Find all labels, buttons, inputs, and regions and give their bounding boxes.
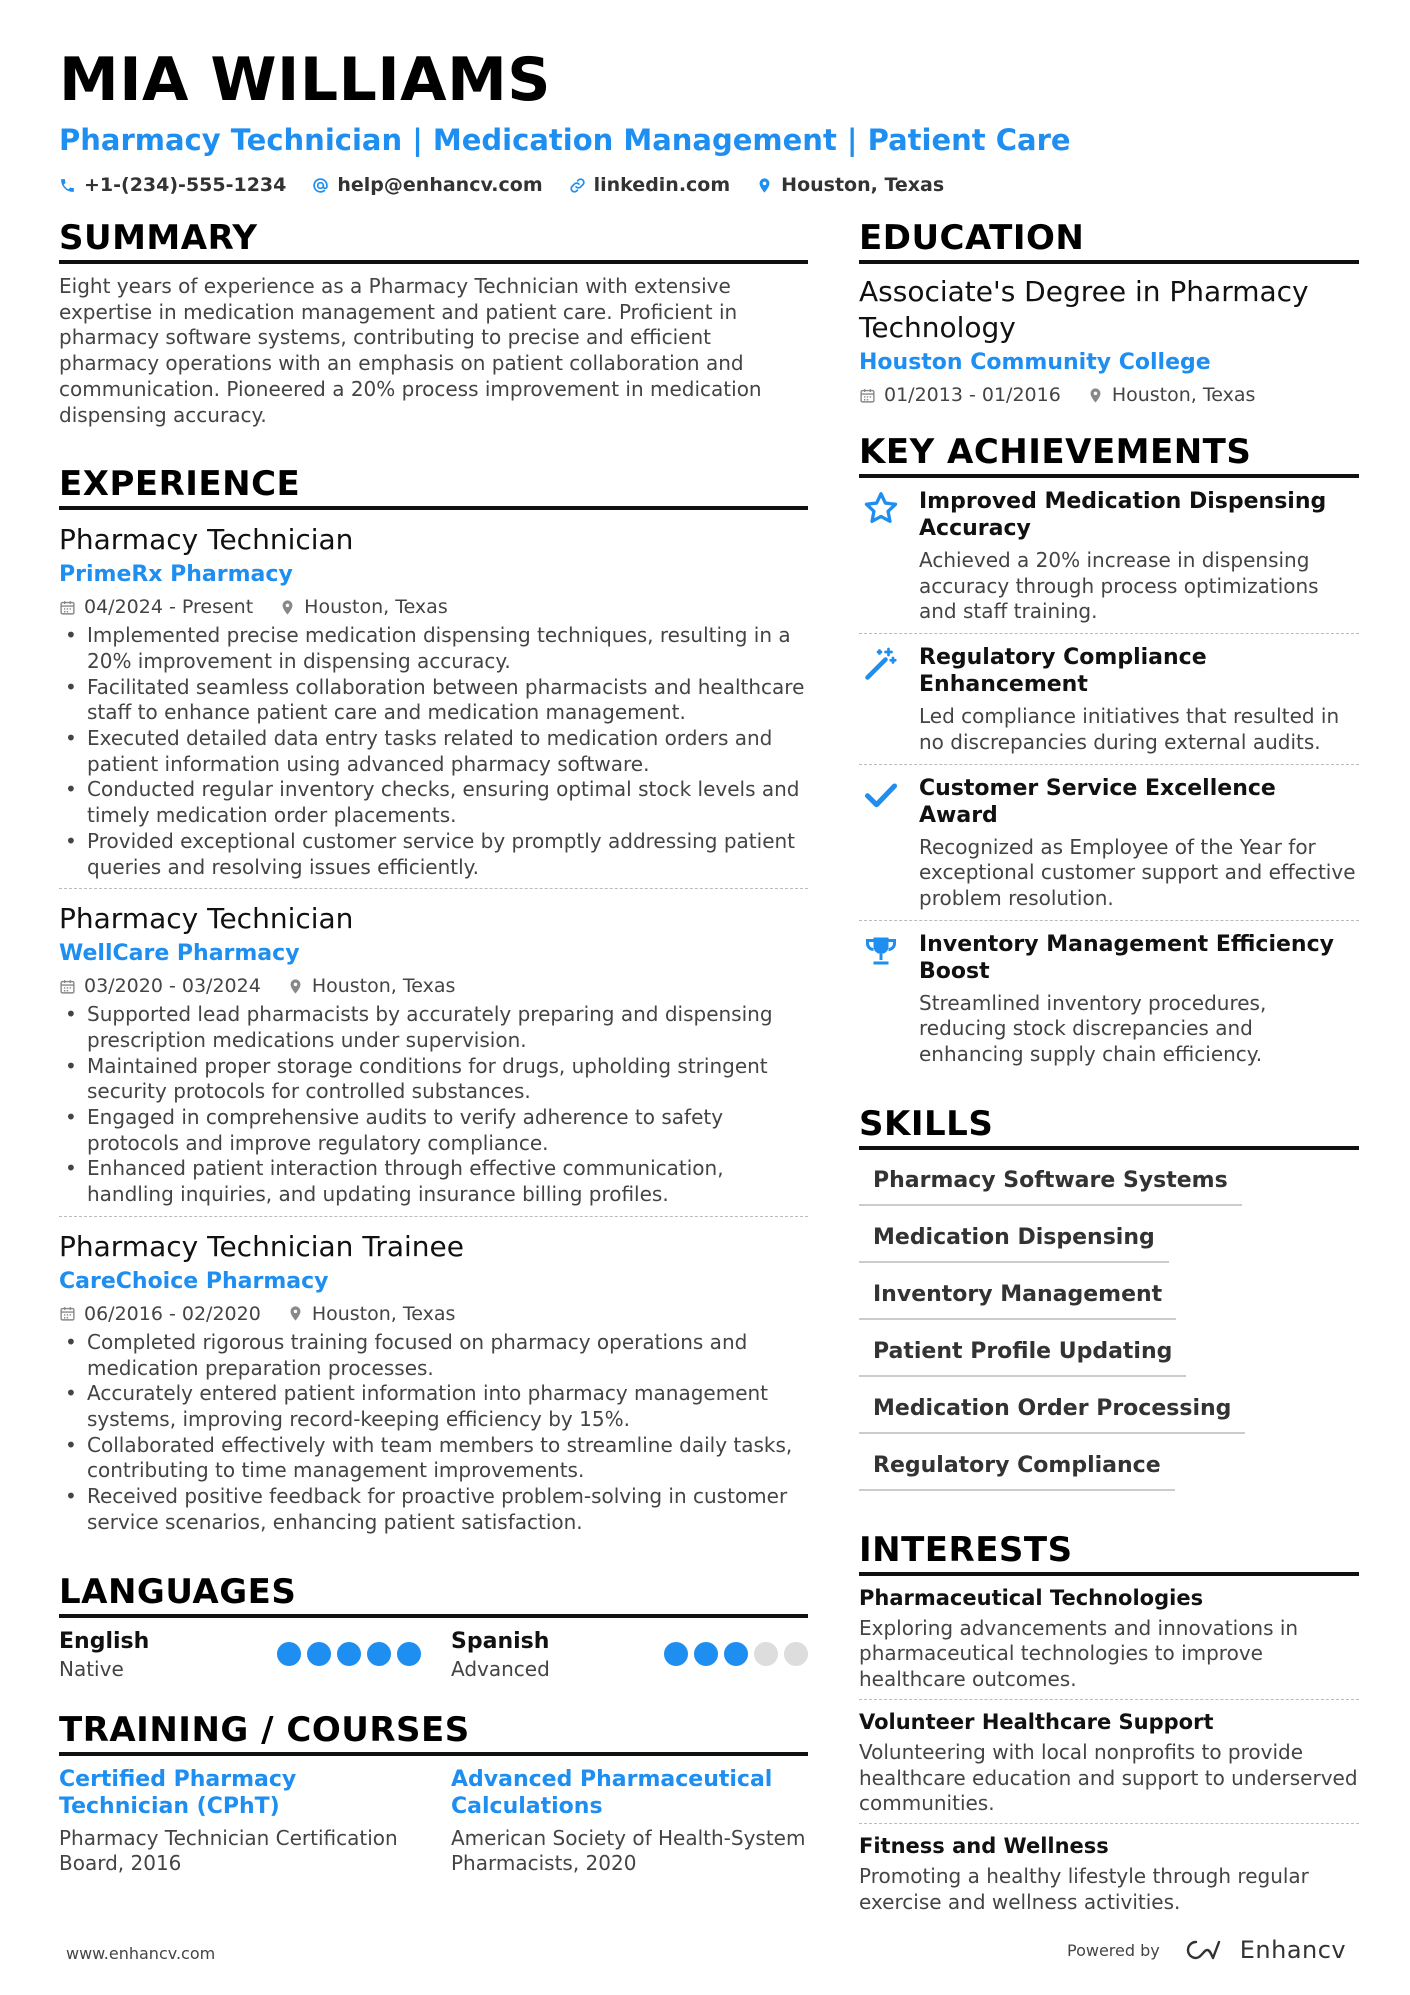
job-meta bbox=[59, 973, 808, 999]
job-bullet: • Enhanced patient interaction through effective communication, handling inquiries, and updating insurance billing profiles. bbox=[59, 1156, 808, 1207]
job-title: Pharmacy Technician bbox=[59, 902, 354, 936]
skill-tag: Medication Order Processing bbox=[859, 1384, 1245, 1434]
course-title: Certified Pharmacy Technician (CPhT) bbox=[59, 1766, 297, 1819]
enhancv-logo-text: Enhancv bbox=[1239, 1936, 1347, 1964]
interest-title: Fitness and Wellness bbox=[859, 1833, 1109, 1858]
summary-heading: SUMMARY bbox=[59, 216, 808, 264]
job-bullet: • Provided exceptional customer service by promptly addressing patient queries and resolving issues efficiently. bbox=[59, 829, 808, 880]
training-grid bbox=[59, 1766, 808, 1877]
achievement-title: Customer Service Excellence Award bbox=[919, 775, 1276, 828]
language-name: English bbox=[59, 1628, 150, 1654]
location-pin-icon bbox=[1087, 387, 1104, 404]
experience-section bbox=[59, 462, 808, 1543]
job-bullet: • Conducted regular inventory checks, ensuring optimal stock levels and timely medication order placements. bbox=[59, 777, 808, 828]
rating-dot-empty bbox=[754, 1642, 778, 1666]
language-item bbox=[451, 1628, 808, 1682]
achievement-description: Led compliance initiatives that resulted in no discrepancies during external audits. bbox=[919, 704, 1340, 754]
achievement-description: Recognized as Employee of the Year for exceptional customer support and effective problem resolution. bbox=[919, 834, 1356, 910]
calendar-icon bbox=[59, 599, 76, 616]
job-dates bbox=[59, 594, 253, 620]
resume-header bbox=[59, 44, 1359, 196]
linkedin-text: linkedin.com bbox=[593, 174, 731, 196]
school-name: Houston Community College bbox=[859, 350, 1211, 375]
job-title: Pharmacy Technician bbox=[59, 523, 354, 557]
location-pin-icon bbox=[279, 599, 296, 616]
skill-tag: Inventory Management bbox=[859, 1270, 1176, 1320]
link-icon bbox=[569, 177, 586, 194]
job-entry bbox=[59, 889, 808, 1217]
contact-linkedin[interactable] bbox=[569, 174, 731, 196]
languages-section bbox=[59, 1570, 808, 1682]
interests-heading: INTERESTS bbox=[859, 1528, 1359, 1576]
candidate-name: MIA WILLIAMS bbox=[59, 45, 552, 115]
job-location-text: Houston, Texas bbox=[304, 596, 448, 619]
language-item bbox=[59, 1628, 451, 1682]
achievement-description: Streamlined inventory procedures, reducing stock discrepancies and enhancing supply chain efficiency. bbox=[919, 990, 1267, 1067]
calendar-icon bbox=[59, 1305, 76, 1322]
contact-phone[interactable] bbox=[59, 174, 286, 196]
education-section bbox=[859, 216, 1359, 408]
rating-dot-filled bbox=[694, 1642, 718, 1666]
interest-item bbox=[859, 1824, 1359, 1921]
rating-dot-filled bbox=[277, 1642, 301, 1666]
contact-location bbox=[756, 174, 944, 196]
calendar-icon bbox=[859, 387, 876, 404]
skill-tag: Medication Dispensing bbox=[859, 1213, 1169, 1263]
interest-item bbox=[859, 1576, 1359, 1700]
job-bullets bbox=[59, 1330, 808, 1536]
calendar-icon bbox=[59, 978, 76, 995]
education-dates-text: 01/2013 - 01/2016 bbox=[884, 384, 1061, 406]
phone-text: +1-(234)-555-1234 bbox=[84, 174, 287, 196]
job-title: Pharmacy Technician Trainee bbox=[59, 1229, 464, 1263]
skill-tag: Pharmacy Software Systems bbox=[859, 1156, 1242, 1206]
language-name: Spanish bbox=[451, 1628, 550, 1654]
job-location-text: Houston, Texas bbox=[311, 975, 456, 998]
job-location bbox=[287, 1301, 456, 1327]
job-bullet: • Executed detailed data entry tasks related to medication orders and patient information using advanced pharmacy software. bbox=[59, 726, 808, 777]
achievements-section bbox=[859, 430, 1359, 1076]
rating-dot-filled bbox=[664, 1642, 688, 1666]
summary-text: Eight years of experience as a Pharmacy Technician with extensive expertise in medication management and patient care. Proficient in pharmacy software systems, contributing to precise and efficient pharmacy operations with an emphasis on patient collaboration and communication. Pioneered a 20% process improvement in medication dispensing accuracy. bbox=[59, 274, 762, 427]
footer-branding bbox=[1067, 1936, 1346, 1964]
experience-heading: EXPERIENCE bbox=[59, 462, 808, 510]
rating-dot-filled bbox=[724, 1642, 748, 1666]
achievement-description: Achieved a 20% increase in dispensing accuracy through process optimizations and staff training. bbox=[919, 548, 1319, 624]
achievement-item bbox=[859, 634, 1359, 764]
interest-description: Exploring advancements and innovations in pharmaceutical technologies to improve healthcare outcomes. bbox=[859, 1615, 1299, 1692]
job-bullet: • Completed rigorous training focused on pharmacy operations and medication preparation processes. bbox=[59, 1330, 808, 1381]
location-pin-icon bbox=[756, 177, 773, 194]
interest-title: Pharmaceutical Technologies bbox=[859, 1585, 1204, 1610]
job-meta bbox=[59, 594, 808, 620]
interest-item bbox=[859, 1700, 1359, 1824]
job-bullet: • Maintained proper storage conditions for drugs, upholding stringent security protocols for controlled substances. bbox=[59, 1054, 808, 1105]
skills-list bbox=[859, 1156, 1359, 1498]
skill-tag: Regulatory Compliance bbox=[859, 1441, 1175, 1491]
rating-dot-filled bbox=[397, 1642, 421, 1666]
language-rating bbox=[277, 1642, 421, 1682]
course-item bbox=[59, 1766, 451, 1877]
job-company: PrimeRx Pharmacy bbox=[59, 562, 293, 588]
job-dates-text: 03/2020 - 03/2024 bbox=[84, 975, 261, 998]
achievements-heading: KEY ACHIEVEMENTS bbox=[859, 430, 1359, 478]
at-icon bbox=[312, 177, 329, 194]
enhancv-logo[interactable] bbox=[1184, 1936, 1346, 1964]
interest-title: Volunteer Healthcare Support bbox=[859, 1709, 1214, 1734]
education-meta bbox=[859, 382, 1359, 408]
languages-grid bbox=[59, 1628, 808, 1682]
course-title: Advanced Pharmaceutical Calculations bbox=[451, 1766, 773, 1819]
job-entry bbox=[59, 510, 808, 889]
language-level: Native bbox=[59, 1656, 124, 1681]
education-location-text: Houston, Texas bbox=[1111, 384, 1256, 406]
achievement-title: Improved Medication Dispensing Accuracy bbox=[919, 489, 1327, 541]
degree-title: Associate's Degree in Pharmacy Technology bbox=[859, 275, 1309, 344]
rating-dot-filled bbox=[367, 1642, 391, 1666]
right-column bbox=[859, 216, 1359, 1921]
job-bullet: • Collaborated effectively with team members to streamline daily tasks, contributing to time management improvements. bbox=[59, 1433, 808, 1484]
education-heading: EDUCATION bbox=[859, 216, 1359, 264]
rating-dot-filled bbox=[337, 1642, 361, 1666]
job-dates bbox=[59, 973, 261, 999]
achievement-item bbox=[859, 765, 1359, 921]
achievement-title: Regulatory Compliance Enhancement bbox=[919, 645, 1207, 698]
skills-heading: SKILLS bbox=[859, 1102, 1359, 1150]
job-entry bbox=[59, 1217, 808, 1544]
job-location bbox=[279, 594, 448, 620]
star-icon bbox=[863, 490, 899, 526]
language-rating bbox=[664, 1642, 808, 1682]
powered-by-label: Powered by bbox=[1067, 1940, 1160, 1960]
job-bullet: • Facilitated seamless collaboration between pharmacists and healthcare staff to enhance patient care and medication management. bbox=[59, 675, 808, 726]
job-location bbox=[287, 973, 456, 999]
job-bullets bbox=[59, 1002, 808, 1208]
skill-tag: Patient Profile Updating bbox=[859, 1327, 1186, 1377]
job-dates-text: 04/2024 - Present bbox=[84, 596, 254, 619]
job-company: CareChoice Pharmacy bbox=[59, 1268, 329, 1294]
achievement-title: Inventory Management Efficiency Boost bbox=[919, 931, 1334, 984]
job-meta bbox=[59, 1301, 808, 1327]
job-bullet: • Engaged in comprehensive audits to verify adherence to safety protocols and improve regulatory compliance. bbox=[59, 1105, 808, 1156]
job-bullets bbox=[59, 623, 808, 880]
interest-description: Promoting a healthy lifestyle through regular exercise and wellness activities. bbox=[859, 1863, 1309, 1914]
course-description: Pharmacy Technician Certification Board, 2016 bbox=[59, 1825, 398, 1876]
location-text: Houston, Texas bbox=[781, 174, 945, 196]
trophy-icon bbox=[863, 933, 899, 969]
magic-wand-icon bbox=[863, 646, 899, 682]
job-company: WellCare Pharmacy bbox=[59, 941, 300, 967]
course-item bbox=[451, 1766, 808, 1877]
job-dates-text: 06/2016 - 02/2020 bbox=[84, 1302, 261, 1325]
left-column bbox=[59, 216, 808, 1877]
education-dates bbox=[859, 382, 1061, 408]
skills-section bbox=[859, 1102, 1359, 1498]
job-bullet: • Implemented precise medication dispensing techniques, resulting in a 20% improvement in dispensing accuracy. bbox=[59, 623, 808, 674]
enhancv-logo-icon bbox=[1184, 1938, 1230, 1962]
interest-description: Volunteering with local nonprofits to provide healthcare education and support to underserved communities. bbox=[859, 1739, 1358, 1816]
contact-email[interactable] bbox=[312, 174, 542, 196]
course-description: American Society of Health-System Pharmacists, 2020 bbox=[451, 1825, 806, 1876]
summary-section bbox=[59, 216, 808, 428]
checkmark-icon bbox=[863, 777, 899, 813]
training-section bbox=[59, 1708, 808, 1877]
email-text: help@enhancv.com bbox=[337, 174, 543, 196]
location-pin-icon bbox=[287, 978, 304, 995]
job-location-text: Houston, Texas bbox=[311, 1302, 456, 1325]
interests-section bbox=[859, 1528, 1359, 1922]
rating-dot-empty bbox=[784, 1642, 808, 1666]
candidate-tagline: Pharmacy Technician | Medication Management | Patient Care bbox=[59, 123, 1071, 157]
training-heading: TRAINING / COURSES bbox=[59, 1708, 808, 1756]
job-bullet: • Supported lead pharmacists by accurately preparing and dispensing prescription medications under supervision. bbox=[59, 1002, 808, 1053]
job-bullet: • Received positive feedback for proactive problem-solving in customer service scenarios, enhancing patient satisfaction. bbox=[59, 1484, 808, 1535]
contact-bar bbox=[59, 174, 1359, 196]
footer-website[interactable]: www.enhancv.com bbox=[66, 1944, 216, 1963]
languages-heading: LANGUAGES bbox=[59, 1570, 808, 1618]
rating-dot-filled bbox=[307, 1642, 331, 1666]
education-location bbox=[1087, 382, 1256, 408]
language-level: Advanced bbox=[451, 1656, 550, 1681]
achievement-item bbox=[859, 478, 1359, 634]
job-dates bbox=[59, 1301, 261, 1327]
achievement-item bbox=[859, 921, 1359, 1076]
phone-icon bbox=[59, 177, 76, 194]
job-bullet: • Accurately entered patient information into pharmacy management systems, improving record-keeping efficiency by 15%. bbox=[59, 1381, 808, 1432]
location-pin-icon bbox=[287, 1305, 304, 1322]
